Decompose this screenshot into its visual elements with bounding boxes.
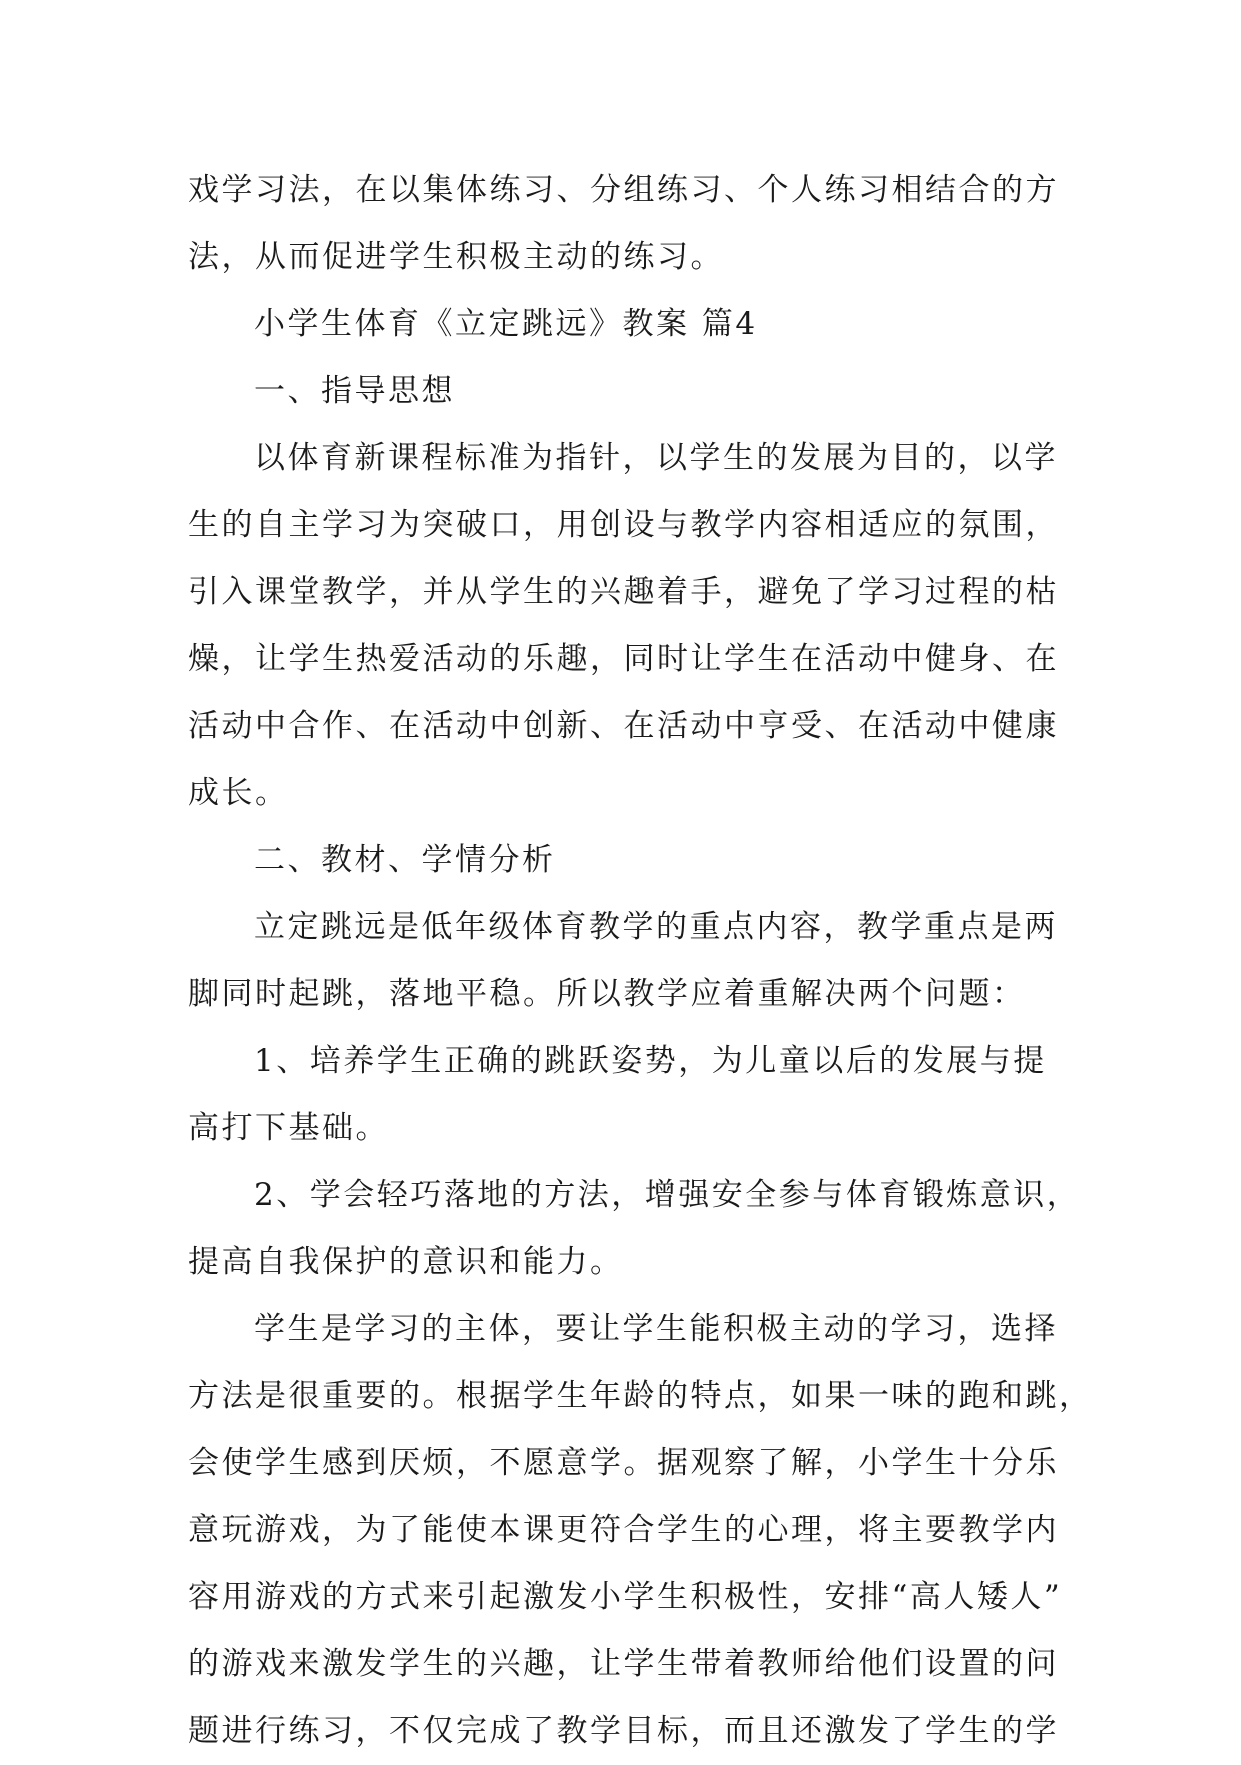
text-line: 容用游戏的方式来引起激发小学生积极性，安排“高人矮人” xyxy=(188,1579,1063,1615)
text-line: 活动中合作、在活动中创新、在活动中亨受、在活动中健康 xyxy=(188,708,1059,744)
text-line: 方法是很重要的。根据学生年龄的特点，如果一味的跑和跳， xyxy=(188,1378,1093,1414)
section-heading: 一、指导思想 xyxy=(254,373,455,409)
list-item: 2、学会轻巧落地的方法，增强安全参与体育锻炼意识， xyxy=(254,1177,1081,1213)
text-line: 立定跳远是低年级体育教学的重点内容，教学重点是两 xyxy=(254,909,1058,945)
text-line: 燥，让学生热爱活动的乐趣，同时让学生在活动中健身、在 xyxy=(188,641,1059,677)
text-line: 题进行练习，不仅完成了教学目标，而且还激发了学生的学 xyxy=(188,1713,1059,1749)
text-line: 戏学习法，在以集体练习、分组练习、个人练习相结合的方 xyxy=(188,172,1059,208)
text-line: 高打下基础。 xyxy=(188,1110,389,1146)
text-line: 会使学生感到厌烦，不愿意学。据观察了解，小学生十分乐 xyxy=(188,1445,1059,1481)
text-line: 提高自我保护的意识和能力。 xyxy=(188,1244,624,1280)
section-heading: 二、教材、学情分析 xyxy=(254,842,556,878)
text-line: 学生是学习的主体，要让学生能积极主动的学习，选择 xyxy=(254,1311,1058,1347)
document-body xyxy=(188,157,1093,1765)
section-title: 小学生体育《立定跳远》教案 篇4 xyxy=(254,306,758,342)
text-line: 生的自主学习为突破口，用创设与教学内容相适应的氛围， xyxy=(188,507,1059,543)
text-line: 意玩游戏，为了能使本课更符合学生的心理，将主要教学内 xyxy=(188,1512,1059,1548)
text-line: 以体育新课程标准为指针，以学生的发展为目的，以学 xyxy=(254,440,1058,476)
text-line: 法，从而促进学生积极主动的练习。 xyxy=(188,239,724,275)
text-line: 成长。 xyxy=(188,775,289,811)
text-line: 脚同时起跳，落地平稳。所以教学应着重解决两个问题： xyxy=(188,976,1026,1012)
list-item: 1、培养学生正确的跳跃姿势，为儿童以后的发展与提 xyxy=(254,1043,1047,1079)
text-line: 引入课堂教学，并从学生的兴趣着手，避免了学习过程的枯 xyxy=(188,574,1059,610)
text-line: 的游戏来激发学生的兴趣，让学生带着教师给他们设置的问 xyxy=(188,1646,1059,1682)
